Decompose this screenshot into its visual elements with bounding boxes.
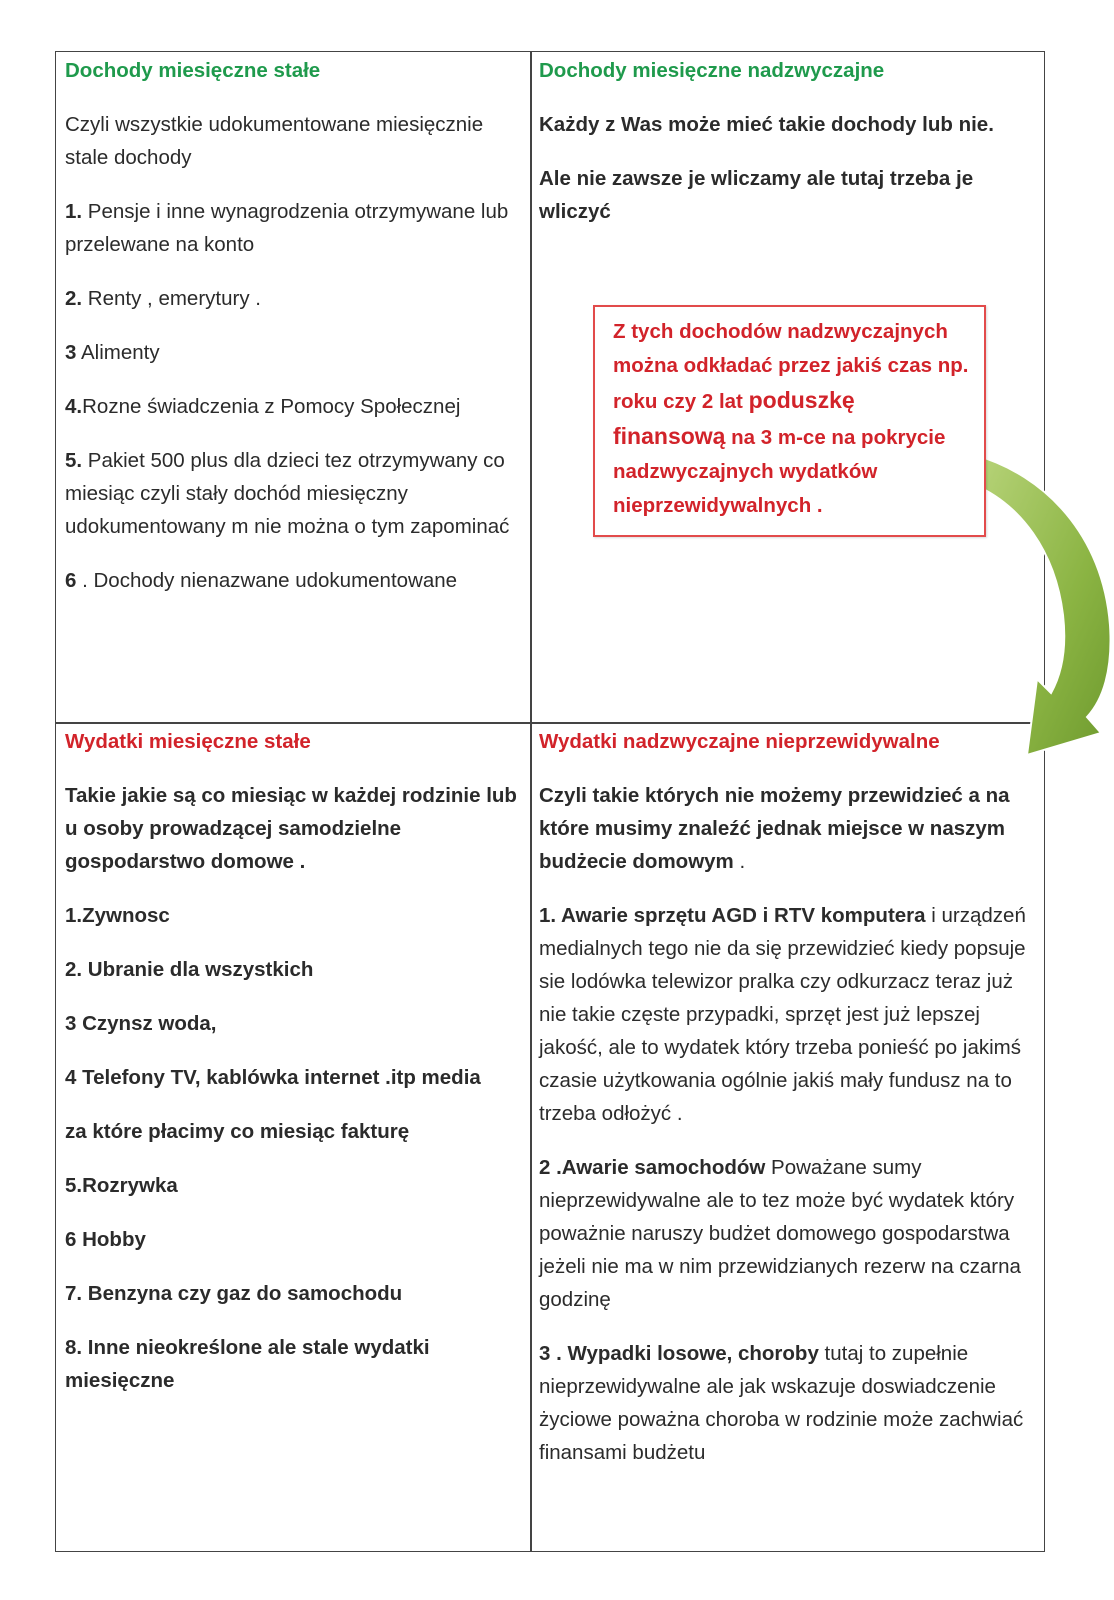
income-item: 4.Rozne świadczenia z Pomocy Społecznej [65, 395, 461, 418]
savings-callout-box: Z tych dochodów nadzwyczajnych można odkładać przez jakiś czas np. roku czy 2 lat poduszkę finansową na 3 m-ce na pokrycie nadzwyczajnych wydatków nieprzewidywalnych . [593, 305, 986, 537]
monthly-fixed-income-cell [65, 54, 515, 618]
expense-item: 3 Czynsz woda, [65, 1012, 217, 1035]
expense-item: 5.Rozrywka [65, 1174, 178, 1197]
income-item: 2. Renty , emerytury . [65, 287, 261, 310]
extraordinary-income-cell [539, 54, 1019, 249]
extraordinary-expense-item: 1. Awarie sprzętu AGD i RTV komputera i urządzeń medialnych tego nie da się przewidzieć kiedy popsuje sie lodówka telewizor pralka czy odkurzacz teraz już nie takie częste przypadki, sprzęt jest już lepszej jakość, ale to wydatek który trzeba ponieść po jakimś czasie użytkowania ogólnie jakiś mały fundusz na to trzeba odłożyć . [539, 904, 1026, 1125]
extraordinary-expenses-cell [539, 725, 1034, 1490]
monthly-fixed-income-intro: Czyli wszystkie udokumentowane miesięcznie stale dochody [65, 113, 484, 169]
expense-item: 7. Benzyna czy gaz do samochodu [65, 1282, 403, 1305]
expense-item: 2. Ubranie dla wszystkich [65, 958, 314, 981]
income-item: 5. Pakiet 500 plus dla dzieci tez otrzymywany co miesiąc czyli stały dochód miesięczny udokumentowany m nie można o tym zapominać [65, 449, 510, 538]
expense-item: 8. Inne nieokreślone ale stale wydatki miesięczne [65, 1336, 430, 1392]
monthly-fixed-income-title: Dochody miesięczne stałe [65, 59, 321, 82]
extraordinary-expense-item: 2 .Awarie samochodów Poważane sumy nieprzewidywalne ale to tez może być wydatek który poważnie naruszy budżet domowego gospodarstwa jeżeli nie ma w nim przewidzianych rezerw na czarna godzinę [539, 1156, 1021, 1311]
horizontal-divider [56, 722, 1044, 724]
monthly-fixed-expenses-intro: Takie jakie są co miesiąc w każdej rodzinie lub u osoby prowadzącej samodzielne gospodarstwo domowe . [65, 784, 517, 873]
income-item: 6 . Dochody nienazwane udokumentowane [65, 569, 458, 592]
expense-item: 4 Telefony TV, kablówka internet .itp media [65, 1066, 481, 1089]
income-item: 1. Pensje i inne wynagrodzenia otrzymywane lub przelewane na konto [65, 200, 509, 256]
extraordinary-income-line-2: Ale nie zawsze je wliczamy ale tutaj trzeba je wliczyć [539, 167, 974, 223]
extraordinary-income-line-1: Każdy z Was może mieć takie dochody lub nie. [539, 113, 994, 136]
monthly-fixed-expenses-cell [65, 725, 520, 1418]
quadrant-table [55, 51, 1045, 1552]
vertical-divider [530, 52, 532, 1551]
curved-arrow-icon [975, 455, 1114, 785]
extraordinary-expense-item: 3 . Wypadki losowe, choroby tutaj to zupełnie nieprzewidywalne ale jak wskazuje doswiadczenie życiowe poważna choroba w rodzinie może zachwiać finansami budżetu [539, 1342, 1024, 1464]
expense-item: za które płacimy co miesiąc fakturę [65, 1120, 410, 1143]
expense-item: 1.Zywnosc [65, 904, 170, 927]
monthly-fixed-expenses-title: Wydatki miesięczne stałe [65, 730, 311, 753]
expense-item: 6 Hobby [65, 1228, 146, 1251]
extraordinary-expenses-intro: Czyli takie których nie możemy przewidzieć a na które musimy znaleźć jednak miejsce w naszym budżecie domowym . [539, 784, 1010, 873]
extraordinary-expenses-title: Wydatki nadzwyczajne nieprzewidywalne [539, 730, 940, 753]
extraordinary-income-title: Dochody miesięczne nadzwyczajne [539, 59, 885, 82]
income-item: 3 Alimenty [65, 341, 160, 364]
